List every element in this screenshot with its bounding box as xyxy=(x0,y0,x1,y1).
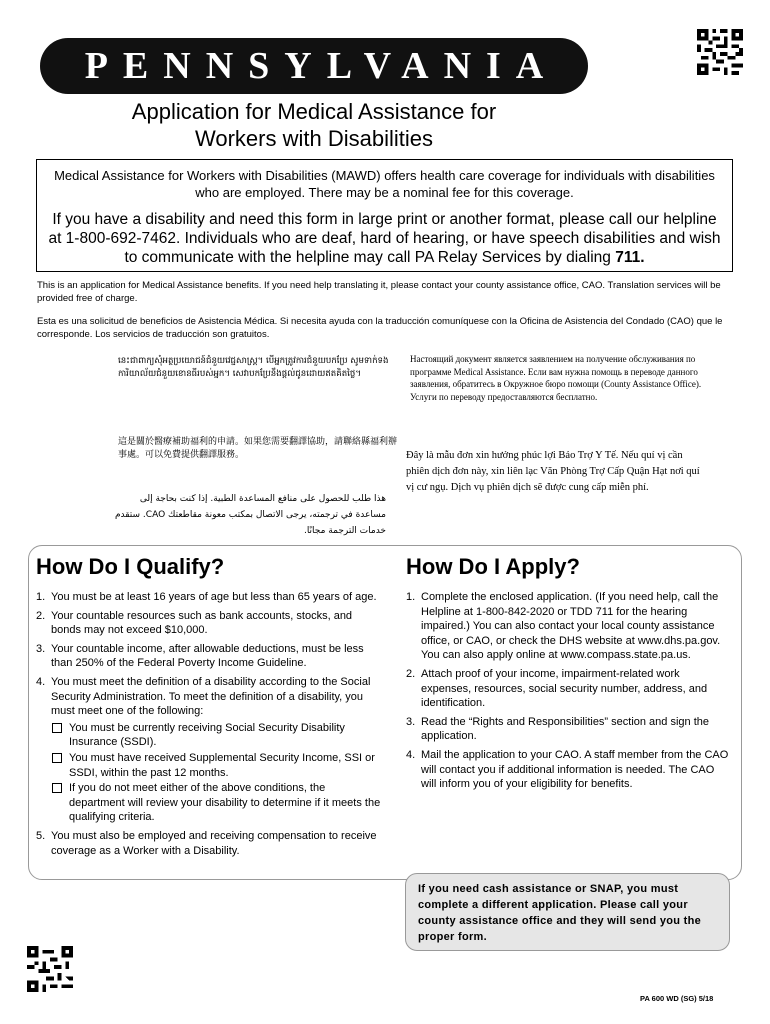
checkbox-icon xyxy=(52,783,62,793)
list-item: 4. You must meet the definition of a disability according to the Social Security Administration. To meet the definition of a disability, you must meet one of the following: You must be currently receiving Social Security Disability Insurance (SSDI). You must have received Supplemental Security Income, SSI or SSDI, within the past 12 months. If you do not meet either of the above conditions, the department will review your disability to determine if it meets the qualifying criteria. xyxy=(36,675,381,824)
list-item: 1. Complete the enclosed application. (If you need help, call the Helpline at 1-800-842-2020 or TDD 711 for the hearing impaired.) You can also contact your local county assistance office, or CAO, or check the DHS website at www.dhs.pa.gov. You can also apply online at www.compass.state.pa.us. xyxy=(406,591,721,662)
banner-text: PENNSYLVANIA xyxy=(84,45,559,87)
snap-note: If you need cash assistance or SNAP, you must complete a different application. Please call your county assistance office and they will send you the proper form. xyxy=(405,873,730,951)
state-banner xyxy=(40,38,588,94)
checkbox-icon xyxy=(52,723,62,733)
translation-arabic: هذا طلب للحصول على منافع المساعدة الطبية. إذا كنت بحاجة إلى مساعدة في ترجمته، يرجى الاتصال بمكتب معونة مقاطعتك CAO. ستقدم خدمات الترجمة مجانًا. xyxy=(114,494,386,536)
list-item: 1. You must be at least 16 years of age but less than 65 years of age. xyxy=(36,591,377,603)
qualify-heading: How Do I Qualify? xyxy=(36,554,225,579)
list-item: 5. You must also be employed and receiving compensation to receive coverage as a Worker with a Disability. xyxy=(36,829,377,857)
relay-number: 711. xyxy=(615,249,645,266)
translation-russian: Настоящий документ является заявлением на получение обслуживания по программе Medical Assistance. Если вам нужна помощь в переводе данного заявления, обратитесь в Окружное бюро помощи (County Assistance Office). Услуги по переводу предоставляются бесплатно. xyxy=(410,354,702,402)
qr-code-top xyxy=(697,29,743,75)
apply-heading: How Do I Apply? xyxy=(406,554,580,579)
form-code: PA 600 WD (SG) 5/18 xyxy=(640,994,714,1003)
list-item: 2. Attach proof of your income, impairment-related work expenses, resources, social security number, address, and identification. xyxy=(406,667,708,710)
qr-code-bottom xyxy=(27,946,73,992)
translation-khmer: នេះ​ជា​ពាក្យ​សុំ​អត្ថប្រយោជន៍​ជំនួយ​វេជ្ជសាស្ត្រ។ បើ​អ្នក​ត្រូវ​ការ​ជំនួយ​បកប្រែ សូម​ទាក់ទង​ការិយាល័យ​ជំនួយ​ខោនធី​របស់​អ្នក។ សេវា​បកប្រែ​នឹង​ផ្តល់​ជូន​ដោយ​ឥតគិតថ្លៃ។ xyxy=(118,356,389,379)
intro-english: This is an application for Medical Assistance benefits. If you need help translating it, please contact your county assistance office, CAO. Translation services will be provided free of charge. xyxy=(37,280,721,304)
checkbox-item: You must have received Supplemental Security Income, SSI or SSDI, within the past 12 months. xyxy=(51,751,382,780)
translation-chinese: 這是關於醫療補助福利的申請。如果您需要翻譯協助，請聯絡縣福利辦事處。可以免費提供翻譯服務。 xyxy=(118,437,398,460)
program-info-box xyxy=(36,159,733,272)
checkbox-icon xyxy=(52,753,62,763)
program-description: Medical Assistance for Workers with Disabilities (MAWD) offers health care coverage for individuals with disabilities who are employed. There may be a nominal fee for this coverage. xyxy=(54,168,715,200)
helpline-notice: If you have a disability and need this form in large print or another format, please call our helpline at 1-800-692-7462. Individuals who are deaf, hard of hearing, or have speech disabilities and wish to communicate with the helpline may call PA Relay Services by dialing 711. xyxy=(48,211,721,266)
list-item: 3. Read the “Rights and Responsibilities” section and sign the application. xyxy=(406,715,709,743)
list-item: 4. Mail the application to your CAO. A staff member from the CAO will contact you if additional information is needed. The CAO will inform you of your eligibility for benefits. xyxy=(406,748,729,791)
checkbox-item: If you do not meet either of the above conditions, the department will review your disability to determine if it meets the qualifying criteria. xyxy=(51,781,382,825)
checkbox-item: You must be currently receiving Social Security Disability Insurance (SSDI). xyxy=(51,721,382,750)
translation-vietnamese: Đây là mẫu đơn xin hưởng phúc lợi Bảo Trợ Y Tế. Nếu quí vị cần phiên dịch đơn này, xin liên lạc Văn Phòng Trợ Cấp Quận Hạt nơi quí vị cư ngụ. Dịch vụ phiên dịch sẽ được cung cấp miễn phí. xyxy=(406,450,700,493)
apply-section xyxy=(406,553,731,796)
qualify-section xyxy=(36,553,382,862)
list-item: 2. Your countable resources such as bank accounts, stocks, and bonds may not exceed $10,000. xyxy=(36,609,353,637)
intro-spanish: Esta es una solicitud de beneficios de Asistencia Médica. Si necesita ayuda con la traducción comuníquese con la Oficina de Asistencia del Condado (CAO) que le corresponde. Los servicios de traducción son gratuitos. xyxy=(37,316,723,340)
page-title: Application for Medical Assistance for Workers with Disabilities xyxy=(131,99,497,151)
list-item: 3. Your countable income, after allowable deductions, must be less than 250% of the Federal Poverty Income Guideline. xyxy=(36,642,364,670)
